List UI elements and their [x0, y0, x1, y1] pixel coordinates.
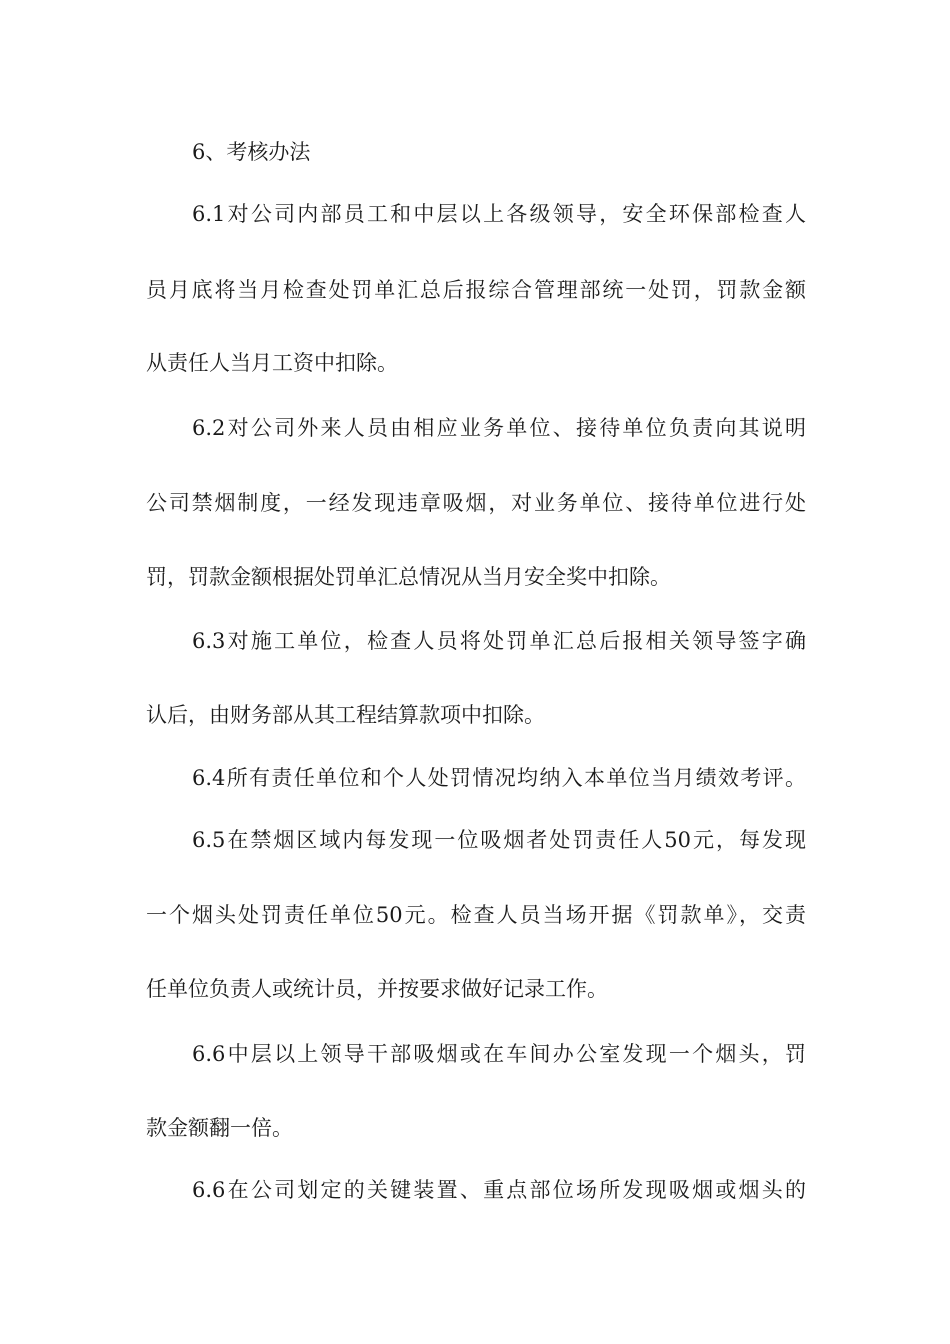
- paragraph-6-1-line-2: 员月底将当月检查处罚单汇总后报综合管理部统一处罚，罚款金额: [146, 278, 806, 302]
- paragraph-6-5-line-1: 6.5在禁烟区域内每发现一位吸烟者处罚责任人50元，每发现: [192, 828, 806, 852]
- paragraph-6-6-line-1: 6.6中层以上领导干部吸烟或在车间办公室发现一个烟头，罚: [192, 1042, 806, 1066]
- paragraph-6-1-line-3: 从责任人当月工资中扣除。: [146, 351, 398, 375]
- paragraph-6-2-line-3: 罚，罚款金额根据处罚单汇总情况从当月安全奖中扣除。: [146, 565, 671, 589]
- paragraph-6-3-line-1: 6.3对施工单位，检查人员将处罚单汇总后报相关领导签字确: [192, 629, 806, 653]
- paragraph-6-6b-line-1: 6.6在公司划定的关键装置、重点部位场所发现吸烟或烟头的: [192, 1178, 806, 1202]
- paragraph-6-6-line-2: 款金额翻一倍。: [146, 1116, 293, 1140]
- paragraph-6-2-line-1: 6.2对公司外来人员由相应业务单位、接待单位负责向其说明: [192, 416, 806, 440]
- paragraph-6-3-line-2: 认后，由财务部从其工程结算款项中扣除。: [146, 703, 545, 727]
- paragraph-6-5-line-3: 任单位负责人或统计员，并按要求做好记录工作。: [146, 977, 608, 1001]
- paragraph-6-4-line-1: 6.4所有责任单位和个人处罚情况均纳入本单位当月绩效考评。: [192, 766, 806, 790]
- paragraph-6-2-line-2: 公司禁烟制度，一经发现违章吸烟，对业务单位、接待单位进行处: [146, 491, 806, 515]
- section-heading: 6、考核办法: [192, 140, 311, 164]
- paragraph-6-1-line-1: 6.1对公司内部员工和中层以上各级领导，安全环保部检查人: [192, 202, 806, 226]
- paragraph-6-5-line-2: 一个烟头处罚责任单位50元。检查人员当场开据《罚款单》，交责: [146, 903, 806, 927]
